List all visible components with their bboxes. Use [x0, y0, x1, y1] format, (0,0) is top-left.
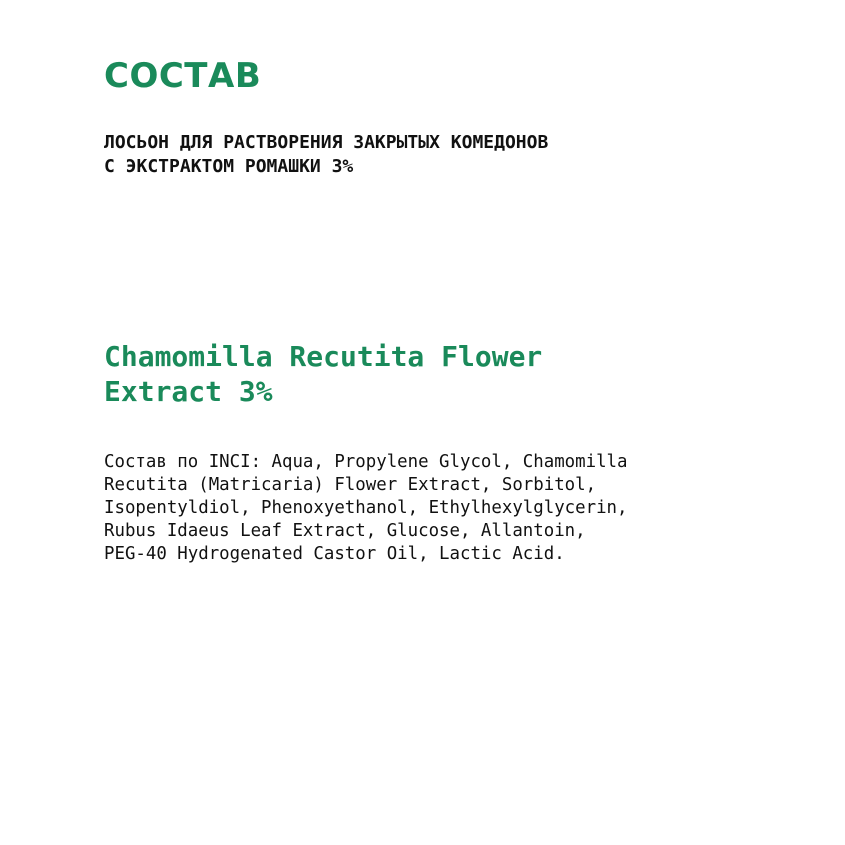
product-name-line: С ЭКСТРАКТОМ РОМАШКИ 3% [104, 156, 354, 177]
inci-ingredients-list [104, 451, 764, 566]
product-name-line: ЛОСЬОН ДЛЯ РАСТВОРЕНИЯ ЗАКРЫТЫХ КОМЕДОНОВ [104, 132, 549, 153]
key-ingredient-name [104, 339, 744, 409]
page-title: СОСТАВ [104, 56, 262, 96]
inci-line: Recutita (Matricaria) Flower Extract, Sorbitol, [104, 475, 597, 495]
inci-line: Состав по INCI: Aqua, Propylene Glycol, Chamomilla [104, 452, 628, 472]
key-ingredient-line: Chamomilla Recutita Flower [104, 340, 543, 373]
inci-line: PEG-40 Hydrogenated Castor Oil, Lactic Acid. [104, 544, 565, 564]
inci-line: Isopentyldiol, Phenoxyethanol, Ethylhexylglycerin, [104, 498, 628, 518]
inci-line: Rubus Idaeus Leaf Extract, Glucose, Allantoin, [104, 521, 586, 541]
key-ingredient-line: Extract 3% [104, 375, 273, 408]
product-name [104, 131, 724, 179]
